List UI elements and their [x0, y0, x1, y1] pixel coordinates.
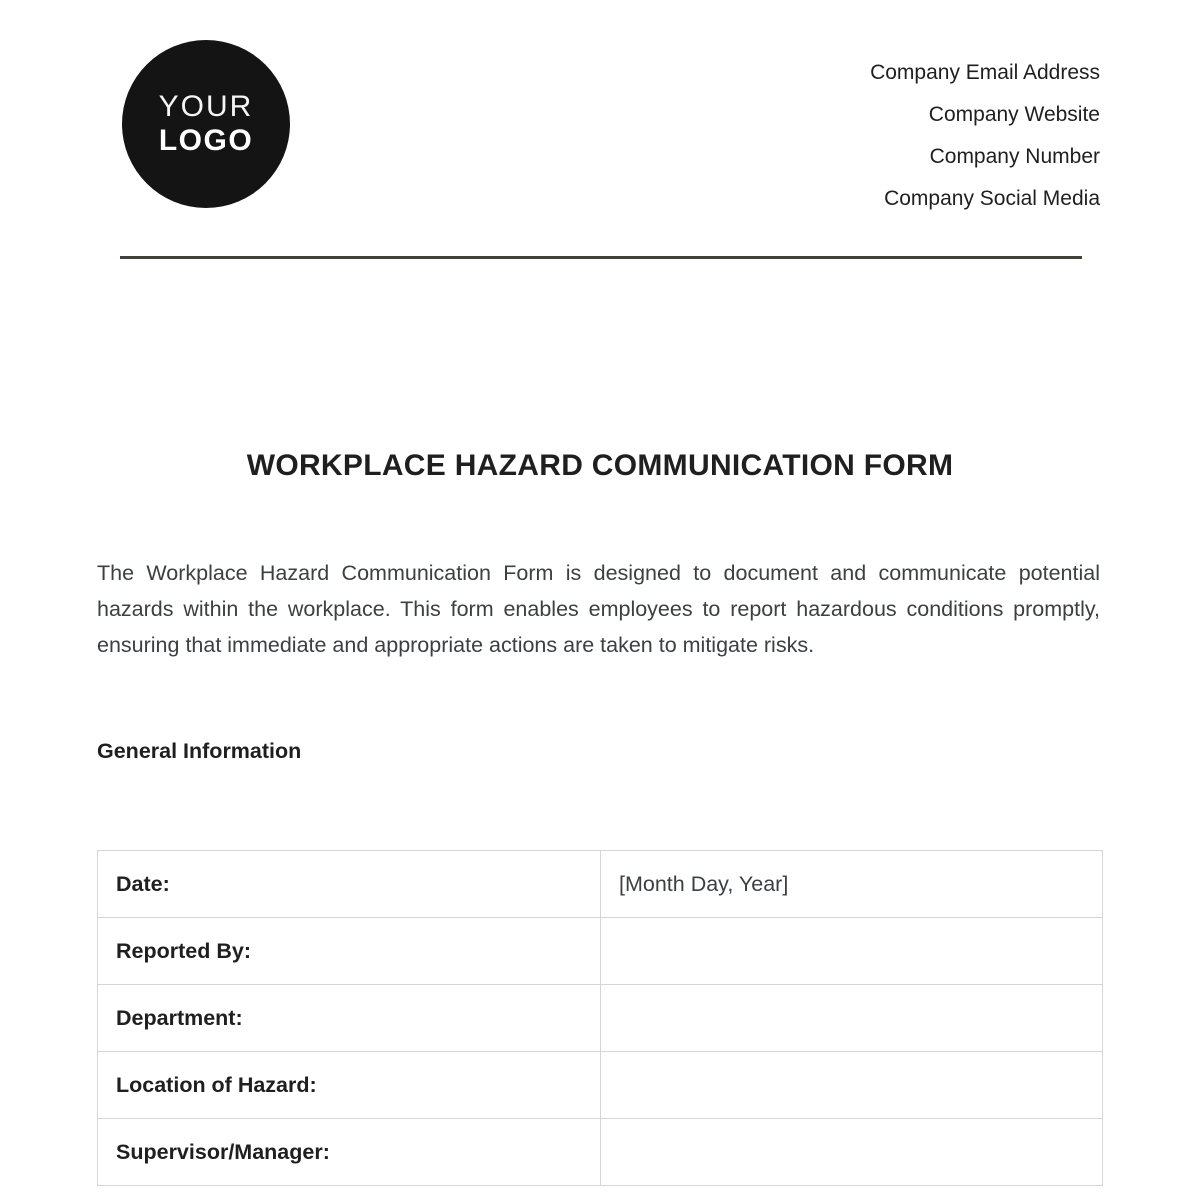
department-field[interactable]	[601, 985, 1103, 1052]
reported-by-label: Reported By:	[98, 918, 601, 985]
company-email: Company Email Address	[870, 61, 1100, 84]
company-logo	[122, 40, 290, 208]
logo-text-logo: LOGO	[158, 124, 254, 157]
general-information-table	[97, 850, 1103, 1186]
department-label: Department:	[98, 985, 601, 1052]
reported-by-field[interactable]	[601, 918, 1103, 985]
date-field[interactable]: [Month Day, Year]	[601, 851, 1103, 918]
intro-paragraph: The Workplace Hazard Communication Form is designed to document and communicate potential hazards within the workplace. This form enables employees to report hazardous conditions promptly, ensuring that immediate and appropriate actions are taken to mitigate risks.	[97, 561, 1100, 657]
supervisor-manager-field[interactable]	[601, 1119, 1103, 1186]
table-row	[98, 851, 1103, 918]
page-title: WORKPLACE HAZARD COMMUNICATION FORM	[246, 449, 954, 482]
company-number: Company Number	[929, 145, 1100, 168]
date-label: Date:	[98, 851, 601, 918]
company-website: Company Website	[928, 103, 1100, 126]
document-header	[0, 0, 1200, 220]
header-divider	[120, 256, 1082, 259]
company-social-media: Company Social Media	[884, 187, 1100, 210]
table-row	[98, 985, 1103, 1052]
location-of-hazard-label: Location of Hazard:	[98, 1052, 601, 1119]
section-heading-general-information: General Information	[97, 739, 302, 763]
location-of-hazard-field[interactable]	[601, 1052, 1103, 1119]
table-row	[98, 918, 1103, 985]
table-row	[98, 1052, 1103, 1119]
company-contact-block	[870, 40, 1100, 220]
logo-text-your: YOUR	[158, 89, 254, 123]
supervisor-manager-label: Supervisor/Manager:	[98, 1119, 601, 1186]
table-row	[98, 1119, 1103, 1186]
